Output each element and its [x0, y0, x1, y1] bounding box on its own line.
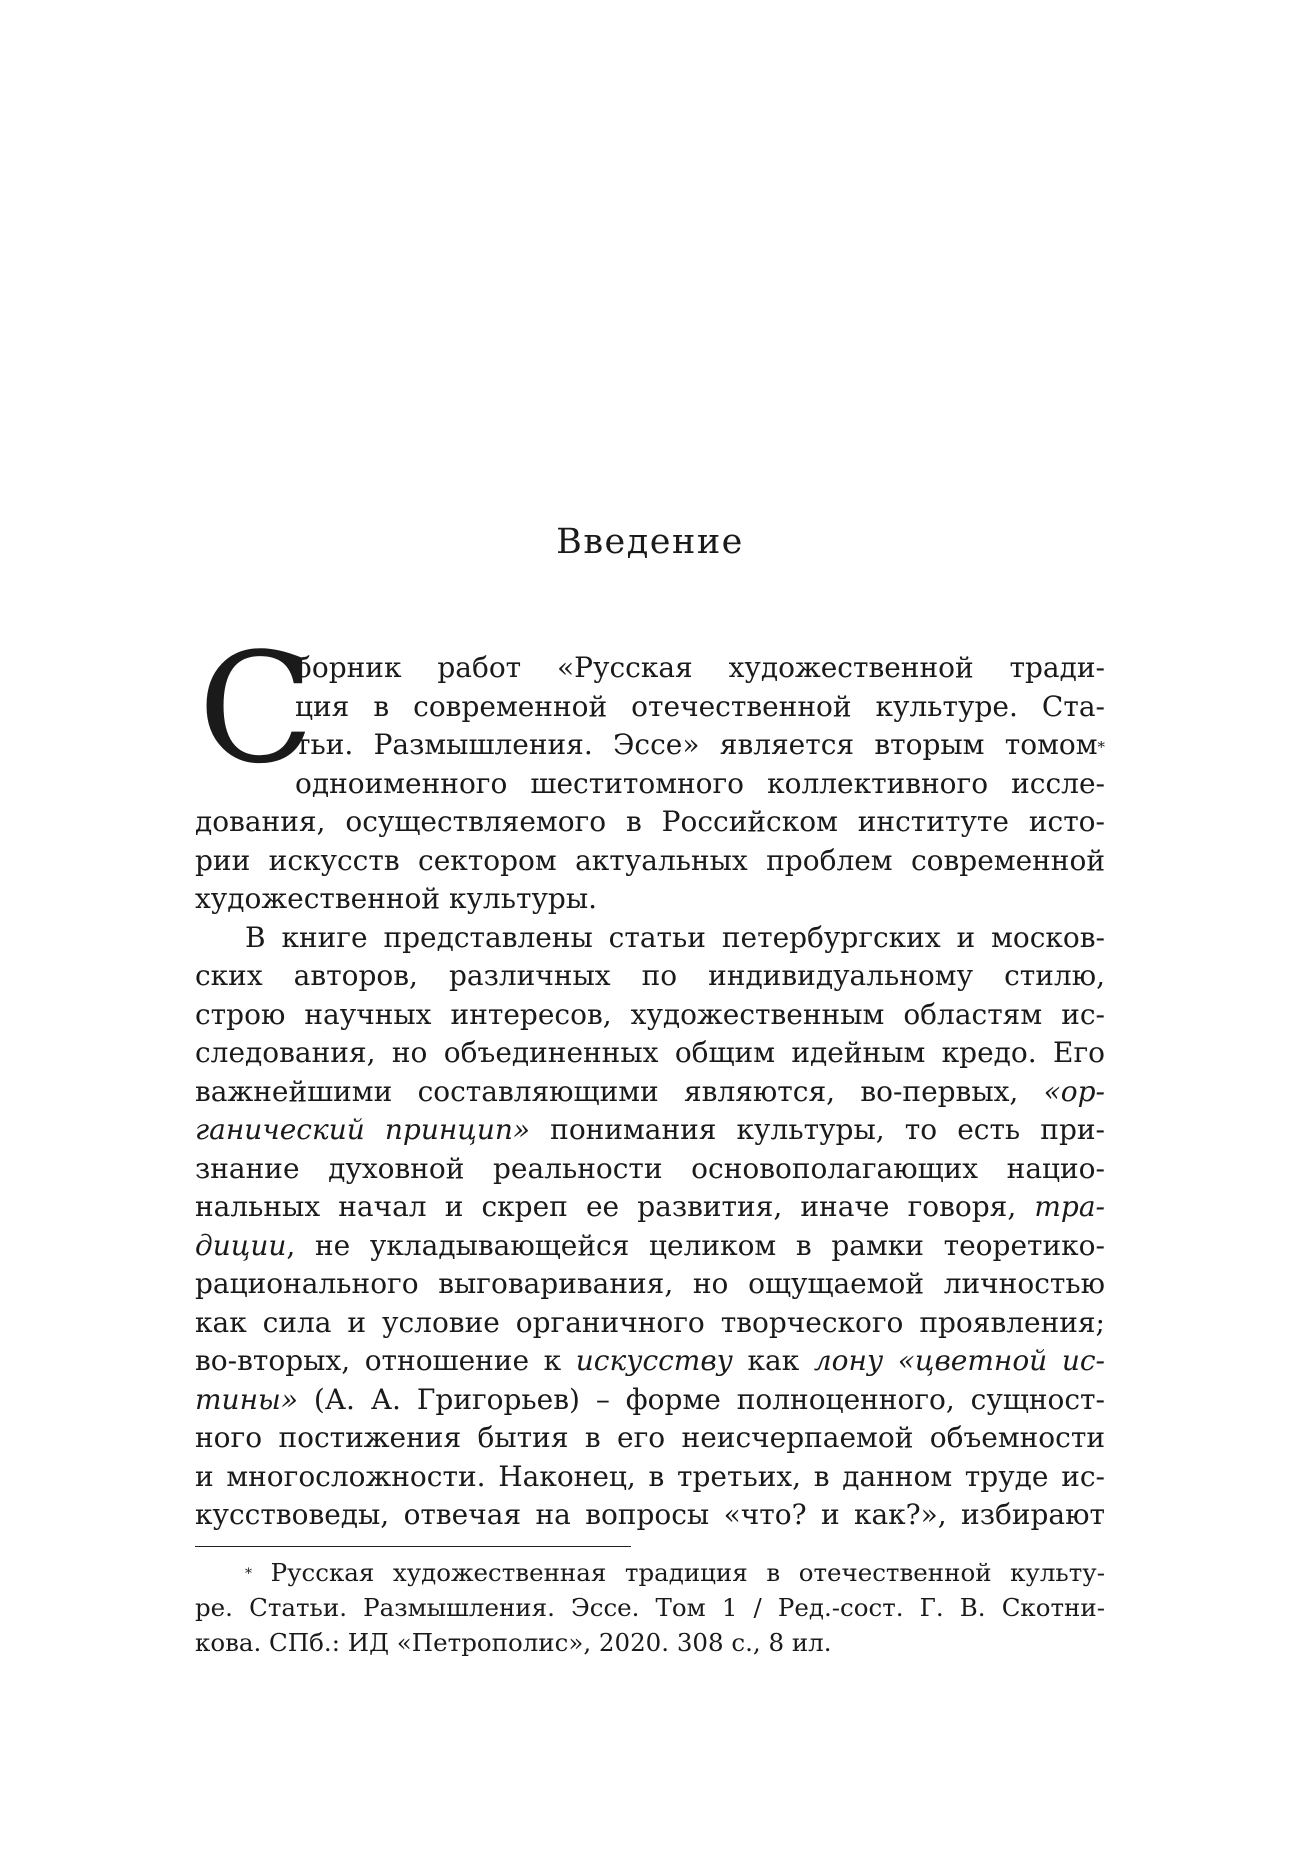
text-span: понимания культуры, то есть при- — [550, 1113, 1105, 1146]
text-span: как сила и условие органичного творческого проявления; — [195, 1305, 1105, 1339]
text-span: кусствоведы, отвечая на вопросы «что? и как?», избирают — [195, 1498, 1105, 1531]
text-span: ских авторов, различных по индивидуальному стилю, — [195, 959, 1105, 992]
chapter-title: Введение — [556, 522, 744, 562]
text-line — [195, 1111, 1105, 1150]
text-line — [195, 1304, 1105, 1343]
text-span: тьи. Размышления. Эссе» является вторым томом — [295, 728, 1098, 761]
footnote-divider — [195, 1546, 631, 1547]
footnote-line — [195, 1555, 1105, 1590]
footnote-reference[interactable]: * — [1097, 738, 1105, 756]
text-span: В книге представлены статьи петербургских и москов- — [245, 920, 1105, 954]
text-line — [195, 726, 1105, 765]
text-line — [195, 649, 1105, 688]
text-line — [195, 1188, 1105, 1227]
text-line — [195, 688, 1105, 727]
text-line — [195, 996, 1105, 1035]
text-span: (А. А. Григорьев) – форме полноценного, сущност- — [313, 1382, 1105, 1416]
footnote — [195, 1555, 1105, 1660]
text-span: ция в современной отечественной культуре. Ста- — [295, 689, 1105, 723]
text-span: нальных начал и скреп ее развития, иначе говоря, — [195, 1190, 1017, 1223]
text-line — [195, 1419, 1105, 1458]
text-line — [195, 1458, 1105, 1497]
text-span: художественной культуры. — [195, 882, 598, 915]
italic-span: искусству — [575, 1344, 733, 1377]
text-span: строю научных интересов, художественным областям ис- — [195, 997, 1105, 1031]
text-span: борник работ «Русская художественной тради- — [295, 651, 1105, 684]
text-span: как — [747, 1344, 800, 1377]
italic-span: тины» — [195, 1382, 298, 1416]
text-span: важнейшими составляющими являются, во-первых, — [195, 1074, 1019, 1108]
text-line — [195, 1150, 1105, 1189]
text-line — [195, 842, 1105, 881]
text-line — [195, 1227, 1105, 1266]
text-span: кова. СПб.: ИД «Петрополис», 2020. 308 с., 8 ил. — [195, 1628, 832, 1657]
text-span: одноименного шеститомного коллективного иссле- — [295, 766, 1105, 800]
text-line — [195, 1073, 1105, 1112]
text-span: ре. Статьи. Размышления. Эссе. Том 1 / Ред.-сост. Г. В. Скотни- — [195, 1593, 1105, 1622]
italic-span: ганический принцип» — [195, 1113, 531, 1146]
italic-span: тра- — [1034, 1190, 1105, 1223]
text-span: и многосложности. Наконец, в третьих, в данном труде ис- — [195, 1459, 1105, 1493]
text-span: дования, осуществляемого в Российском институте исто- — [195, 805, 1105, 838]
text-span: во-вторых, отношение к — [195, 1344, 562, 1377]
body-text — [195, 620, 1106, 1535]
text-line — [195, 1381, 1105, 1420]
footnote-mark: * — [245, 1566, 252, 1582]
text-span: , не укладывающейся целиком в рамки теоретико- — [286, 1228, 1105, 1262]
drop-cap-box — [195, 620, 315, 797]
footnote-line — [195, 1590, 1105, 1625]
drop-cap: С — [198, 620, 315, 797]
text-line — [195, 803, 1105, 842]
text-line — [195, 1265, 1105, 1304]
text-line — [195, 1342, 1105, 1381]
text-span: знание духовной реальности основополагающих нацио- — [195, 1151, 1105, 1185]
italic-span: диции — [195, 1228, 287, 1262]
text-span: ного постижения бытия в его неисчерпаемой объемности — [195, 1421, 1105, 1454]
text-line — [195, 1496, 1105, 1535]
text-span: рационального выговаривания, но ощущаемой личностью — [195, 1267, 1105, 1300]
italic-span: «ор- — [1043, 1074, 1106, 1108]
text-line — [195, 765, 1105, 804]
italic-span: лону «цветной ис- — [813, 1344, 1105, 1377]
text-line — [195, 880, 1105, 919]
text-line — [195, 919, 1105, 958]
footnote-line — [195, 1625, 1105, 1660]
text-span: следования, но объединенных общим идейным кредо. Его — [195, 1036, 1105, 1069]
text-span: рии искусств сектором актуальных проблем современной — [195, 843, 1105, 877]
text-span: Русская художественная традиция в отечественной культу- — [270, 1558, 1105, 1587]
text-line — [195, 1034, 1105, 1073]
text-line — [195, 957, 1105, 996]
